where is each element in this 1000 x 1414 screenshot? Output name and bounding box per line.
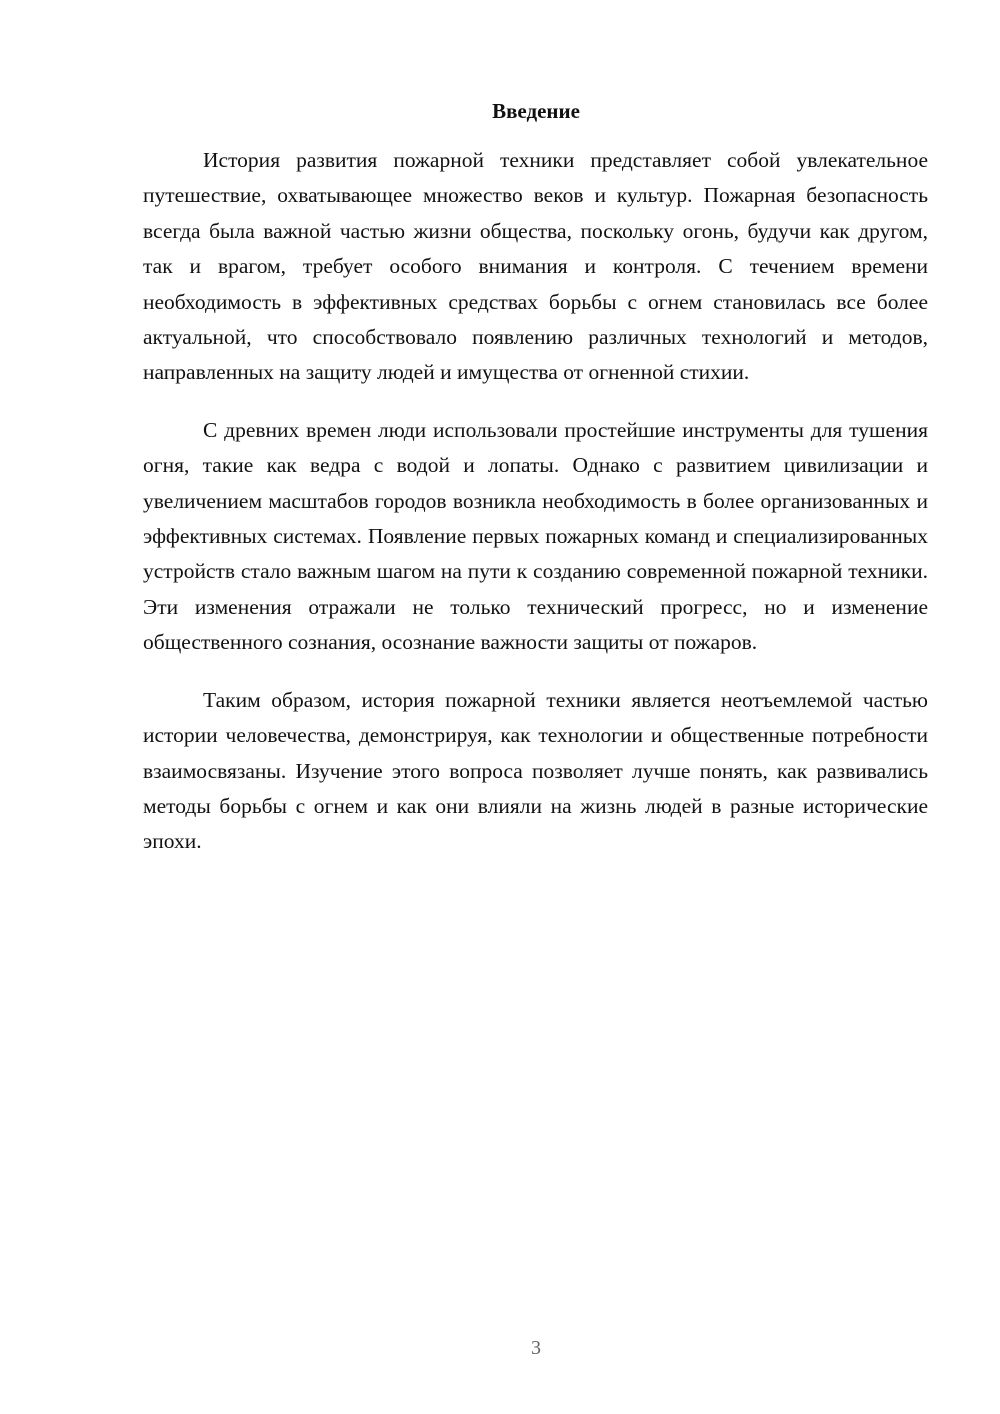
paragraph-2: С древних времен люди использовали простейшие инструменты для тушения огня, такие как ведра с водой и лопаты. Однако с развитием цивилизации и увеличением масштабов городов возникла необходимость в более организованных и эффективных системах. Появление первых пожарных команд и специализированных устройств стало важным шагом на пути к созданию современной пожарной техники. Эти изменения отражали не только технический прогресс, но и изменение общественного сознания, осознание важности защиты от пожаров.	[143, 417, 928, 655]
paragraph-3: Таким образом, история пожарной техники является неотъемлемой частью истории человечества, демонстрируя, как технологии и общественные потребности взаимосвязаны. Изучение этого вопроса позволяет лучше понять, как развивались методы борьбы с огнем и как они влияли на жизнь людей в разные исторические эпохи.	[143, 687, 928, 854]
paragraph-1: История развития пожарной техники представляет собой увлекательное путешествие, охватывающее множество веков и культур. Пожарная безопасность всегда была важной частью жизни общества, поскольку огонь, будучи как другом, так и врагом, требует особого внимания и контроля. С течением времени необходимость в эффективных средствах борьбы с огнем становилась все более актуальной, что способствовало появлению различных технологий и методов, направленных на защиту людей и имущества от огненной стихии.	[143, 148, 928, 385]
page-title: Введение	[492, 99, 580, 123]
page-number: 3	[531, 1337, 541, 1359]
body-text	[143, 143, 928, 882]
